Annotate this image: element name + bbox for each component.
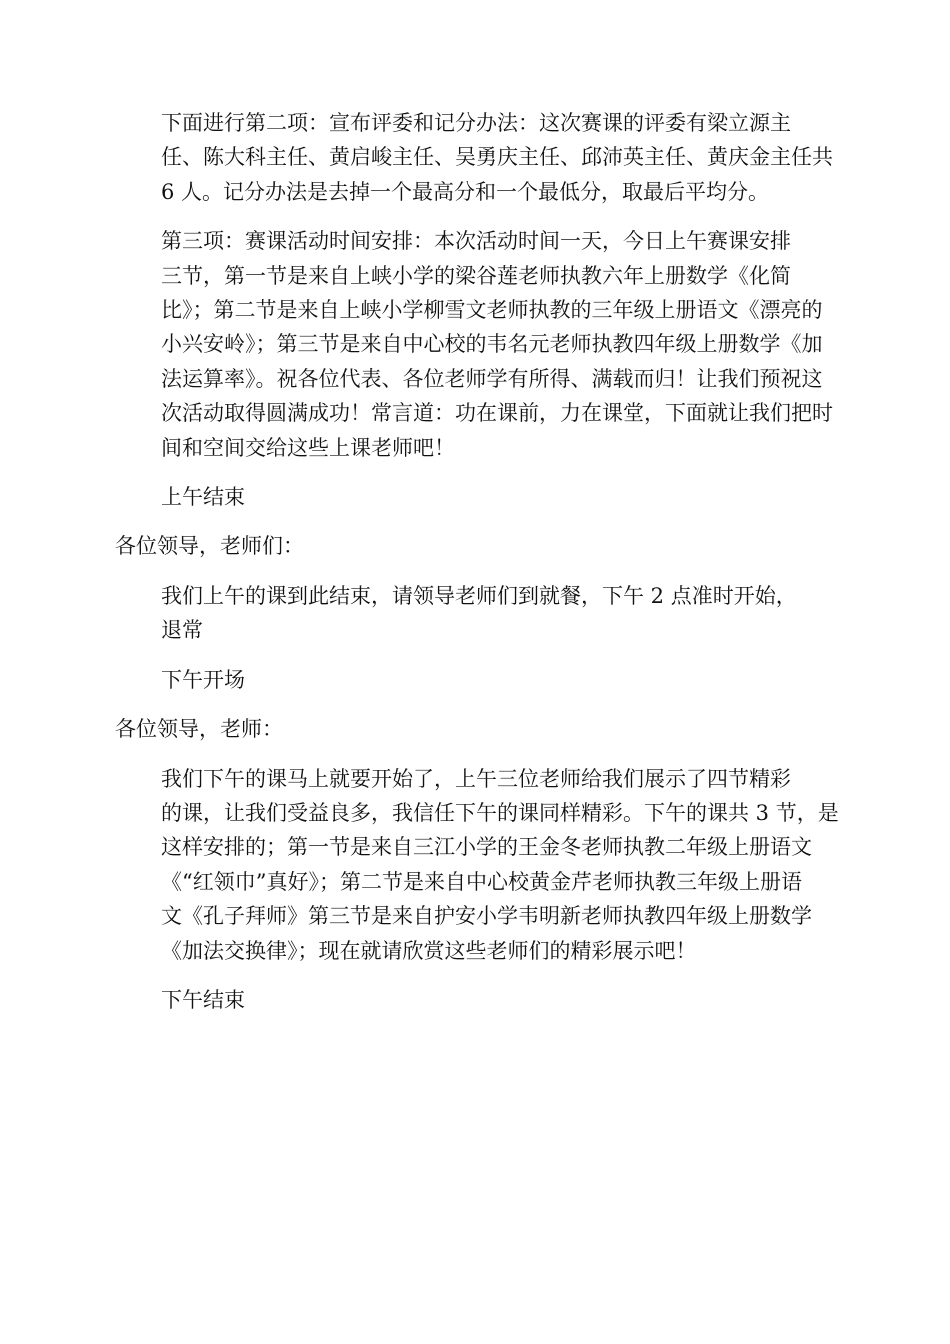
text-line: 任、陈大科主任、黄启峻主任、吴勇庆主任、邱沛英主任、黄庆金主任共 [161, 145, 833, 170]
document-page [115, 106, 839, 1032]
text-line: 小兴安岭》；第三节是来自中心校的韦名元老师执教四年级上册数学《加 [161, 332, 823, 357]
text-line: 第三项：赛课活动时间安排：本次活动时间一天，今日上午赛课安排 [161, 229, 791, 254]
text-line: 这样安排的；第一节是来自三江小学的王金冬老师执教二年级上册语文 [161, 835, 812, 860]
text-line: 《加法交换律》；现在就请欣赏这些老师们的精彩展示吧！ [161, 938, 697, 963]
section-heading-morning-end [115, 480, 831, 514]
paragraph-morning-closing [115, 579, 831, 648]
text-line: 下午结束 [161, 987, 245, 1012]
text-line: 下午开场 [161, 667, 245, 692]
text-line: 我们上午的课到此结束，请领导老师们到就餐，下午 2 点准时开始， [161, 583, 797, 608]
paragraph-judges-scoring [115, 106, 831, 209]
text-line: 三节，第一节是来自上峡小学的梁谷莲老师执教六年上册数学《化简 [161, 263, 791, 288]
paragraph-afternoon-schedule [115, 762, 839, 968]
salutation-morning [115, 529, 831, 563]
text-line: 文《孔子拜师》第三节是来自护安小学韦明新老师执教四年级上册数学 [161, 904, 812, 929]
text-line: 比》；第二节是来自上峡小学柳雪文老师执教的三年级上册语文《漂亮的 [161, 298, 823, 323]
paragraph-schedule [115, 224, 831, 465]
text-line: 次活动取得圆满成功！常言道：功在课前，力在课堂，下面就让我们把时 [161, 401, 833, 426]
section-heading-afternoon-open [115, 663, 831, 697]
text-line: 的课，让我们受益良多，我信任下午的课同样精彩。下午的课共 3 节，是 [161, 800, 839, 825]
text-line: 下面进行第二项：宣布评委和记分办法：这次赛课的评委有梁立源主 [161, 111, 791, 135]
text-line: 《“红领巾”真好》；第二节是来自中心校黄金芹老师执教三年级上册语 [161, 869, 802, 894]
text-line: 我们下午的课马上就要开始了，上午三位老师给我们展示了四节精彩 [161, 766, 791, 791]
text-line: 各位领导，老师们： [115, 534, 304, 559]
text-line: 间和空间交给这些上课老师吧！ [161, 435, 455, 460]
text-line: 法运算率》。祝各位代表、各位老师学有所得、满载而归！让我们预祝这 [161, 366, 823, 391]
salutation-afternoon [115, 712, 831, 746]
text-line: 6 人。记分办法是去掉一个最高分和一个最低分，取最后平均分。 [161, 179, 770, 204]
text-line: 各位领导，老师： [115, 717, 283, 742]
text-line: 退常 [161, 618, 203, 643]
section-heading-afternoon-end [115, 983, 831, 1017]
text-line: 上午结束 [161, 485, 245, 510]
